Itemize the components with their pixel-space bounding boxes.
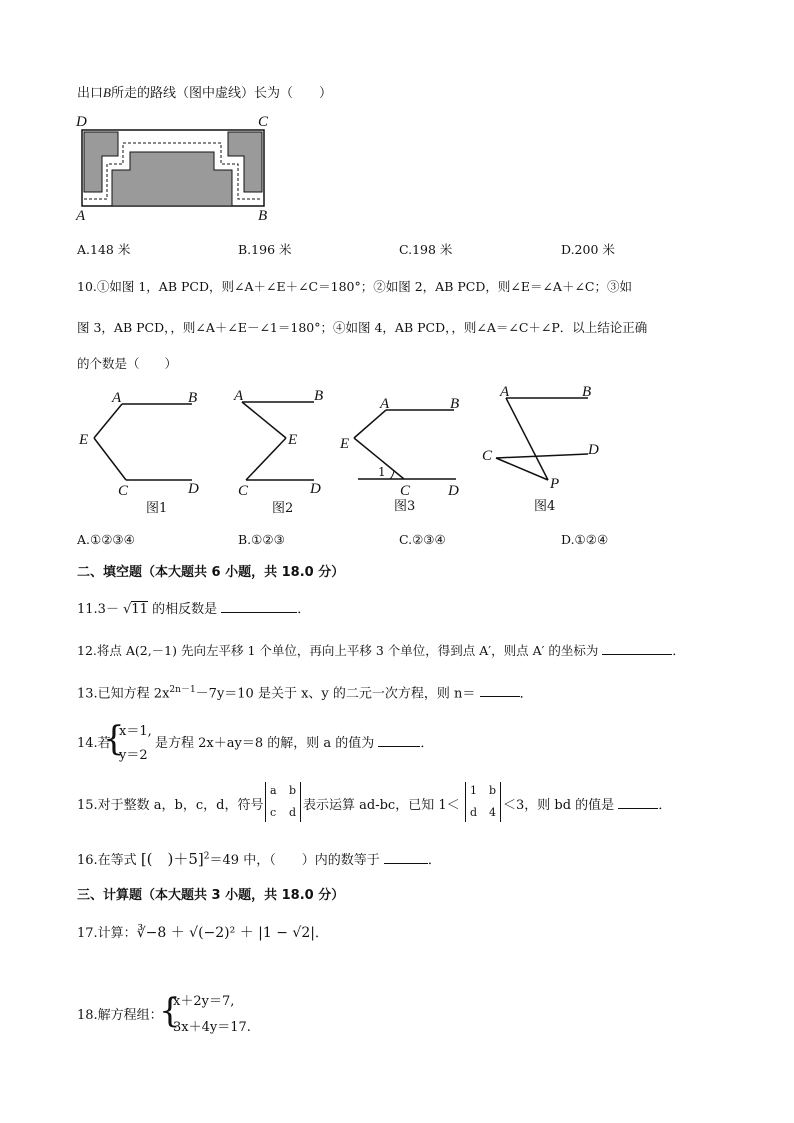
q9-figure — [74, 112, 274, 224]
svg-text:C: C — [482, 448, 493, 464]
svg-text:1: 1 — [378, 465, 386, 479]
svg-text:D: D — [310, 481, 321, 497]
q15-det-1: a b c d — [265, 782, 301, 822]
q14-answer-blank[interactable] — [378, 734, 420, 747]
svg-text:C: C — [400, 483, 411, 499]
svg-text:A: A — [380, 396, 390, 412]
q9-stem: 出口B所走的路线（图中虚线）长为（ ） — [77, 85, 332, 101]
q12-answer-blank[interactable] — [602, 642, 672, 655]
q16: 16.在等式 [( )＋5]$^2$＝49 中，（ ）内的数等于 ． — [77, 850, 441, 868]
svg-text:图4: 图4 — [534, 499, 556, 514]
svg-text:A: A — [234, 388, 244, 404]
q10-option-a: A.①②③④ — [77, 532, 135, 547]
q17-expression: ∛−8 ＋ √(−2)² ＋ |1 − √2| — [136, 925, 315, 941]
q18-brace: { — [159, 991, 181, 1031]
q9-option-d: D.200 米 — [561, 242, 615, 257]
figure-3 — [339, 396, 459, 514]
q15-answer-blank[interactable] — [618, 796, 658, 809]
svg-text:D: D — [188, 481, 199, 497]
section-3-heading: 三、计算题（本大题共 3 小题，共 18.0 分） — [77, 888, 345, 903]
center-block — [112, 152, 232, 206]
figure-4 — [482, 384, 599, 514]
svg-text:E: E — [79, 432, 89, 448]
figure-2 — [233, 388, 323, 516]
label-B: B — [258, 208, 268, 224]
sqrt-sign: √ — [123, 602, 132, 617]
svg-text:C: C — [238, 483, 249, 499]
q11-answer-blank[interactable] — [221, 600, 297, 613]
q11-radicand: 11 — [131, 602, 148, 617]
q10-line-2: 图 3，AB PCD，，则∠A＋∠E－∠1＝180°；④如图 4，AB PCD，，则∠A＝∠C＋∠P．以上结论正确 — [77, 320, 648, 335]
svg-text:B: B — [314, 388, 324, 404]
svg-text:图2: 图2 — [272, 501, 294, 516]
label-C: C — [258, 114, 269, 130]
q11: 11.3－ √11 的相反数是 ． — [77, 602, 311, 617]
svg-text:D: D — [448, 483, 459, 499]
svg-text:A: A — [500, 384, 510, 400]
svg-text:B: B — [582, 384, 592, 400]
q9-option-a: A.148 米 — [77, 242, 131, 257]
figure-1 — [78, 390, 199, 516]
section-2-heading: 二、填空题（本大题共 6 小题，共 18.0 分） — [77, 565, 345, 580]
q10-option-c: C.②③④ — [399, 532, 446, 547]
label-A: A — [76, 208, 86, 224]
q10-option-d: D.①②④ — [561, 532, 609, 547]
q12: 12.将点 A(2,－1) 先向左平移 1 个单位，再向上平移 3 个单位，得到点 A′，则点 A′ 的坐标为 ． — [77, 643, 685, 658]
q9-option-c: C.198 米 — [399, 242, 453, 257]
svg-text:A: A — [112, 390, 122, 406]
q16-answer-blank[interactable] — [384, 851, 428, 864]
svg-text:图3: 图3 — [394, 499, 416, 514]
svg-text:E: E — [288, 432, 298, 448]
q10-figures — [74, 382, 634, 518]
svg-text:B: B — [450, 396, 460, 412]
svg-text:P: P — [550, 476, 560, 492]
svg-text:B: B — [188, 390, 198, 406]
q13: 13.已知方程 $2x^{2n-1}-7y=10$ 是关于 x、y 的二元一次方程，则 n＝ ． — [77, 685, 533, 702]
svg-text:C: C — [118, 483, 129, 499]
q14-brace: { — [103, 719, 125, 759]
q13-answer-blank[interactable] — [480, 684, 520, 697]
svg-text:E: E — [340, 436, 350, 452]
svg-text:D: D — [588, 442, 599, 458]
svg-text:图1: 图1 — [146, 501, 168, 516]
q10-line-3: 的个数是（ ） — [77, 356, 178, 371]
q10-line-1: 10.①如图 1，AB PCD，则∠A＋∠E＋∠C＝180°；②如图 2，AB PCD，则∠E＝∠A＋∠C；③如 — [77, 279, 632, 294]
q10-option-b: B.①②③ — [238, 532, 285, 547]
q9-option-b: B.196 米 — [238, 242, 292, 257]
q17: 17.计算：∛−8 ＋ √(−2)² ＋ |1 − √2|． — [77, 925, 328, 941]
q15-det-2: 1 b d 4 — [465, 782, 501, 822]
label-D: D — [76, 114, 87, 130]
